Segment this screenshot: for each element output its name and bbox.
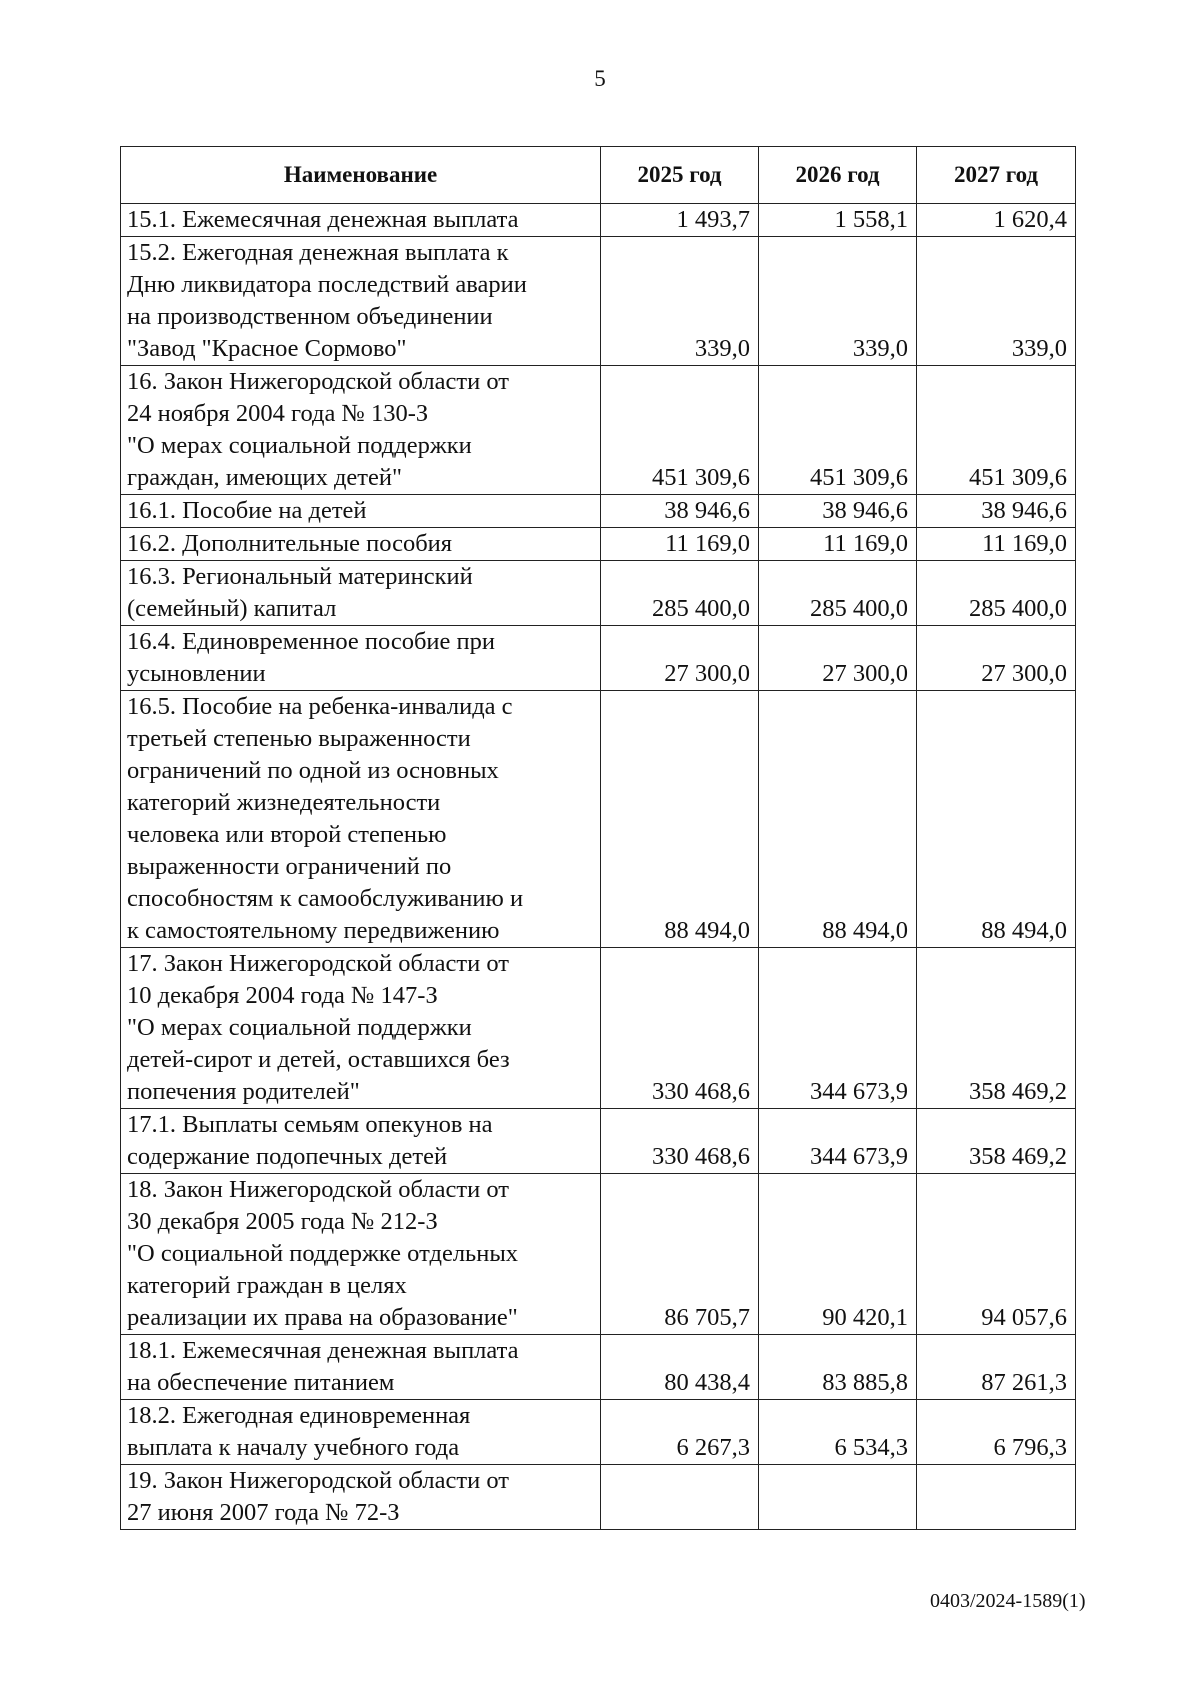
value-2026-cell: 27 300,0 — [759, 626, 917, 691]
value-2027-cell: 38 946,6 — [917, 495, 1076, 528]
value-2027-cell: 87 261,3 — [917, 1335, 1076, 1400]
value-2027-cell: 11 169,0 — [917, 528, 1076, 561]
table-row — [121, 1465, 1076, 1530]
value-2027-cell — [917, 1465, 1076, 1530]
value-2026-cell: 90 420,1 — [759, 1174, 917, 1335]
row-name-cell: 18.2. Ежегодная единовременная выплата к началу учебного года — [121, 1400, 601, 1465]
value-2027-cell: 451 309,6 — [917, 366, 1076, 495]
value-2026-cell: 344 673,9 — [759, 948, 917, 1109]
value-2025-cell: 38 946,6 — [601, 495, 759, 528]
value-2025-cell: 80 438,4 — [601, 1335, 759, 1400]
value-2027-cell: 358 469,2 — [917, 948, 1076, 1109]
table-row — [121, 561, 1076, 626]
row-name-cell: 17.1. Выплаты семьям опекунов на содержание подопечных детей — [121, 1109, 601, 1174]
table-row — [121, 366, 1076, 495]
row-name-cell: 17. Закон Нижегородской области от 10 декабря 2004 года № 147-З "О мерах социальной поддержки детей-сирот и детей, оставшихся без попечения родителей" — [121, 948, 601, 1109]
table-header-row — [121, 147, 1076, 204]
value-2026-cell: 339,0 — [759, 237, 917, 366]
value-2025-cell: 339,0 — [601, 237, 759, 366]
table-row — [121, 495, 1076, 528]
value-2025-cell: 88 494,0 — [601, 691, 759, 948]
value-2027-cell: 6 796,3 — [917, 1400, 1076, 1465]
value-2026-cell: 451 309,6 — [759, 366, 917, 495]
value-2026-cell: 6 534,3 — [759, 1400, 917, 1465]
value-2025-cell: 330 468,6 — [601, 948, 759, 1109]
row-name-cell: 19. Закон Нижегородской области от 27 июня 2007 года № 72-З — [121, 1465, 601, 1530]
value-2026-cell: 38 946,6 — [759, 495, 917, 528]
header-2027: 2027 год — [917, 147, 1076, 204]
value-2027-cell: 339,0 — [917, 237, 1076, 366]
table-body — [121, 204, 1076, 1530]
value-2027-cell: 94 057,6 — [917, 1174, 1076, 1335]
row-name-cell: 16. Закон Нижегородской области от 24 ноября 2004 года № 130-З "О мерах социальной поддержки граждан, имеющих детей" — [121, 366, 601, 495]
row-name-cell: 15.1. Ежемесячная денежная выплата — [121, 204, 601, 237]
table-row — [121, 528, 1076, 561]
table-row — [121, 948, 1076, 1109]
header-2026: 2026 год — [759, 147, 917, 204]
value-2027-cell: 1 620,4 — [917, 204, 1076, 237]
value-2026-cell: 88 494,0 — [759, 691, 917, 948]
value-2027-cell: 27 300,0 — [917, 626, 1076, 691]
value-2025-cell: 451 309,6 — [601, 366, 759, 495]
value-2025-cell: 6 267,3 — [601, 1400, 759, 1465]
row-name-cell: 16.5. Пособие на ребенка-инвалида с третьей степенью выраженности ограничений по одной из основных категорий жизнедеятельности человека или второй степенью выраженности ограничений по способностям к самообслуживанию и к самостоятельному передвижению — [121, 691, 601, 948]
value-2025-cell: 11 169,0 — [601, 528, 759, 561]
table-row — [121, 626, 1076, 691]
row-name-cell: 15.2. Ежегодная денежная выплата к Дню ликвидатора последствий аварии на производственном объединении "Завод "Красное Сормово" — [121, 237, 601, 366]
value-2027-cell: 285 400,0 — [917, 561, 1076, 626]
table-row — [121, 1174, 1076, 1335]
table-row — [121, 1400, 1076, 1465]
table-row — [121, 1335, 1076, 1400]
value-2026-cell: 1 558,1 — [759, 204, 917, 237]
value-2025-cell: 1 493,7 — [601, 204, 759, 237]
value-2025-cell — [601, 1465, 759, 1530]
value-2026-cell: 344 673,9 — [759, 1109, 917, 1174]
row-name-cell: 16.2. Дополнительные пособия — [121, 528, 601, 561]
value-2027-cell: 88 494,0 — [917, 691, 1076, 948]
table-row — [121, 237, 1076, 366]
value-2025-cell: 86 705,7 — [601, 1174, 759, 1335]
value-2026-cell — [759, 1465, 917, 1530]
page-number: 5 — [594, 66, 606, 91]
value-2026-cell: 83 885,8 — [759, 1335, 917, 1400]
table-row — [121, 691, 1076, 948]
row-name-cell: 16.3. Региональный материнский (семейный) капитал — [121, 561, 601, 626]
table-row — [121, 1109, 1076, 1174]
row-name-cell: 16.4. Единовременное пособие при усыновлении — [121, 626, 601, 691]
row-name-cell: 16.1. Пособие на детей — [121, 495, 601, 528]
header-2025: 2025 год — [601, 147, 759, 204]
budget-table — [120, 146, 1076, 1530]
value-2026-cell: 285 400,0 — [759, 561, 917, 626]
value-2025-cell: 27 300,0 — [601, 626, 759, 691]
value-2027-cell: 358 469,2 — [917, 1109, 1076, 1174]
row-name-cell: 18. Закон Нижегородской области от 30 декабря 2005 года № 212-З "О социальной поддержке отдельных категорий граждан в целях реализации их права на образование" — [121, 1174, 601, 1335]
header-name: Наименование — [121, 147, 601, 204]
value-2026-cell: 11 169,0 — [759, 528, 917, 561]
value-2025-cell: 330 468,6 — [601, 1109, 759, 1174]
row-name-cell: 18.1. Ежемесячная денежная выплата на обеспечение питанием — [121, 1335, 601, 1400]
table-row — [121, 204, 1076, 237]
document-code: 0403/2024-1589(1) — [930, 1590, 1086, 1612]
value-2025-cell: 285 400,0 — [601, 561, 759, 626]
